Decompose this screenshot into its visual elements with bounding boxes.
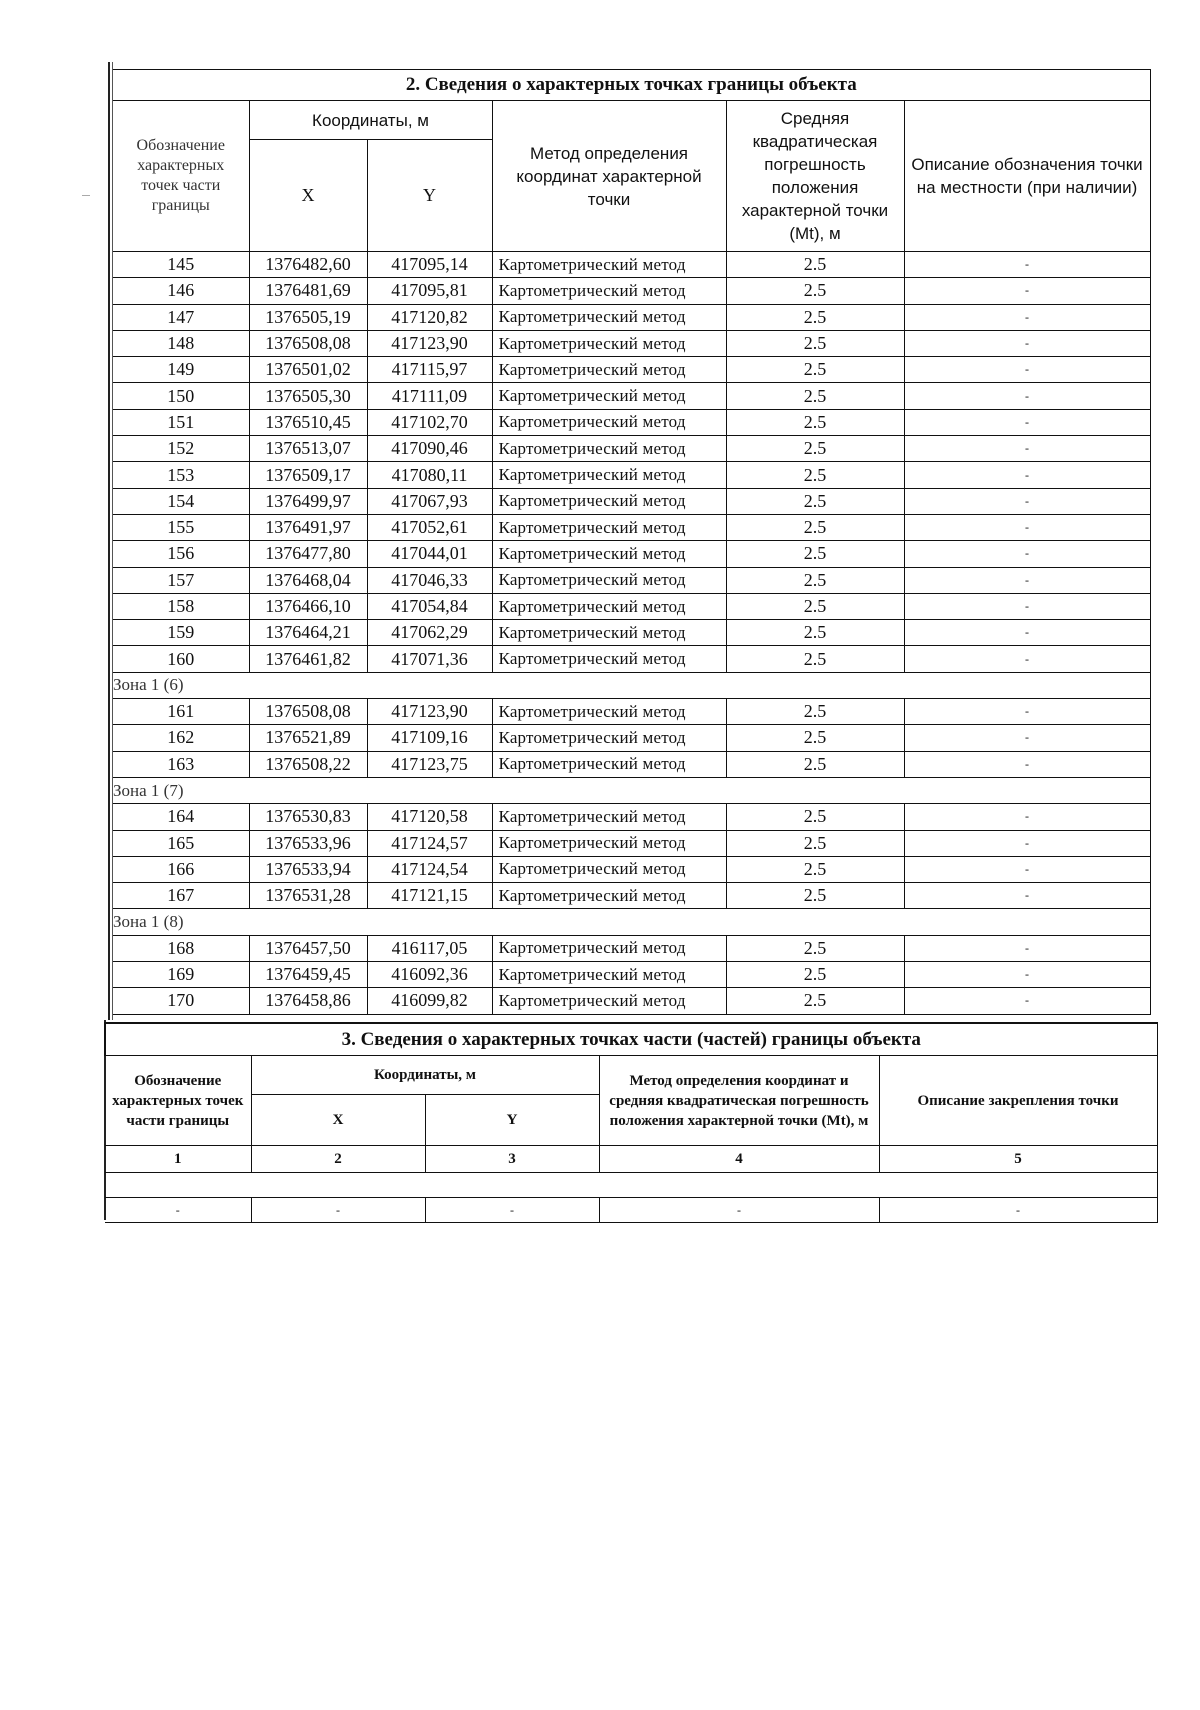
- coord-x: 1376481,69: [249, 278, 367, 304]
- section2-table: [113, 69, 1151, 1015]
- coord-y: 417090,46: [367, 436, 492, 462]
- s3-column-numbers: [105, 1146, 1157, 1173]
- description-cell: -: [904, 883, 1150, 909]
- method-cell: Картометрический метод: [492, 725, 726, 751]
- header-error: Средняя квадратическая погрешность положения характерной точки (Mt), м: [726, 101, 904, 252]
- error-cell: 2.5: [726, 646, 904, 672]
- section3-title: 3. Сведения о характерных точках части (частей) границы объекта: [105, 1023, 1157, 1056]
- point-number: 146: [113, 278, 249, 304]
- method-cell: Картометрический метод: [492, 988, 726, 1014]
- description-cell: -: [904, 383, 1150, 409]
- point-number: 165: [113, 830, 249, 856]
- coord-y: 417046,33: [367, 567, 492, 593]
- description-cell: -: [904, 620, 1150, 646]
- header-coords: Координаты, м: [249, 101, 492, 140]
- table-row: [113, 436, 1150, 462]
- zone-label: Зона 1 (8): [113, 909, 1150, 935]
- s3-dash: -: [879, 1198, 1157, 1223]
- coord-x: 1376531,28: [249, 883, 367, 909]
- table-row: [113, 883, 1150, 909]
- zone-row: [113, 909, 1150, 935]
- table-row: [113, 725, 1150, 751]
- coord-y: 417123,90: [367, 330, 492, 356]
- coord-y: 417095,81: [367, 278, 492, 304]
- coord-x: 1376491,97: [249, 514, 367, 540]
- method-cell: Картометрический метод: [492, 278, 726, 304]
- table-row: [113, 514, 1150, 540]
- table-row: [113, 567, 1150, 593]
- s3-dash-row: [105, 1198, 1157, 1223]
- s3-colnum: 1: [105, 1146, 251, 1173]
- description-cell: -: [904, 699, 1150, 725]
- scan-mark: [82, 195, 90, 196]
- coord-y: 417080,11: [367, 462, 492, 488]
- point-number: 153: [113, 462, 249, 488]
- coord-y: 417115,97: [367, 357, 492, 383]
- description-cell: -: [904, 252, 1150, 278]
- header-description: Описание обозначения точки на местности (при наличии): [904, 101, 1150, 252]
- coord-y: 417121,15: [367, 883, 492, 909]
- zone-label: Зона 1 (6): [113, 672, 1150, 698]
- point-number: 145: [113, 252, 249, 278]
- section2-rows: [113, 252, 1150, 1015]
- s3-dash: -: [425, 1198, 599, 1223]
- error-cell: 2.5: [726, 304, 904, 330]
- coord-y: 417120,58: [367, 804, 492, 830]
- table-row: [113, 383, 1150, 409]
- point-number: 160: [113, 646, 249, 672]
- coord-x: 1376505,19: [249, 304, 367, 330]
- s3-empty-cell: [105, 1173, 1157, 1198]
- error-cell: 2.5: [726, 330, 904, 356]
- coord-y: 417054,84: [367, 593, 492, 619]
- method-cell: Картометрический метод: [492, 436, 726, 462]
- coord-y: 417071,36: [367, 646, 492, 672]
- point-number: 163: [113, 751, 249, 777]
- s3-colnum: 4: [599, 1146, 879, 1173]
- coord-x: 1376468,04: [249, 567, 367, 593]
- point-number: 158: [113, 593, 249, 619]
- point-number: 162: [113, 725, 249, 751]
- header-y: Y: [367, 140, 492, 252]
- coord-y: 417123,75: [367, 751, 492, 777]
- error-cell: 2.5: [726, 620, 904, 646]
- coord-x: 1376513,07: [249, 436, 367, 462]
- description-cell: -: [904, 330, 1150, 356]
- error-cell: 2.5: [726, 278, 904, 304]
- coord-y: 417111,09: [367, 383, 492, 409]
- description-cell: -: [904, 751, 1150, 777]
- table-row: [113, 988, 1150, 1014]
- coord-x: 1376499,97: [249, 488, 367, 514]
- error-cell: 2.5: [726, 357, 904, 383]
- s3-dash: -: [251, 1198, 425, 1223]
- description-cell: -: [904, 830, 1150, 856]
- error-cell: 2.5: [726, 988, 904, 1014]
- error-cell: 2.5: [726, 804, 904, 830]
- method-cell: Картометрический метод: [492, 830, 726, 856]
- coord-x: 1376482,60: [249, 252, 367, 278]
- description-cell: -: [904, 725, 1150, 751]
- error-cell: 2.5: [726, 725, 904, 751]
- method-cell: Картометрический метод: [492, 567, 726, 593]
- s3-header-x: X: [251, 1095, 425, 1146]
- point-number: 147: [113, 304, 249, 330]
- point-number: 152: [113, 436, 249, 462]
- description-cell: -: [904, 409, 1150, 435]
- description-cell: -: [904, 304, 1150, 330]
- point-number: 167: [113, 883, 249, 909]
- table-row: [113, 804, 1150, 830]
- point-number: 166: [113, 856, 249, 882]
- coord-y: 417102,70: [367, 409, 492, 435]
- header-point: Обозначение характерных точек части границы: [113, 101, 249, 252]
- coord-x: 1376501,02: [249, 357, 367, 383]
- description-cell: -: [904, 541, 1150, 567]
- error-cell: 2.5: [726, 514, 904, 540]
- table-row: [113, 699, 1150, 725]
- description-cell: -: [904, 804, 1150, 830]
- error-cell: 2.5: [726, 409, 904, 435]
- section2-title: [113, 70, 1150, 101]
- coord-y: 417052,61: [367, 514, 492, 540]
- description-cell: -: [904, 488, 1150, 514]
- section3-table: [104, 1022, 1158, 1223]
- coord-y: 417095,14: [367, 252, 492, 278]
- point-number: 170: [113, 988, 249, 1014]
- coord-y: 417120,82: [367, 304, 492, 330]
- coord-y: 416117,05: [367, 935, 492, 961]
- coord-y: 417109,16: [367, 725, 492, 751]
- coord-x: 1376509,17: [249, 462, 367, 488]
- point-number: 148: [113, 330, 249, 356]
- description-cell: -: [904, 935, 1150, 961]
- error-cell: 2.5: [726, 252, 904, 278]
- coord-y: 417062,29: [367, 620, 492, 646]
- description-cell: -: [904, 646, 1150, 672]
- method-cell: Картометрический метод: [492, 252, 726, 278]
- coord-x: 1376477,80: [249, 541, 367, 567]
- method-cell: Картометрический метод: [492, 646, 726, 672]
- coord-x: 1376505,30: [249, 383, 367, 409]
- error-cell: 2.5: [726, 488, 904, 514]
- coord-y: 417123,90: [367, 699, 492, 725]
- method-cell: Картометрический метод: [492, 962, 726, 988]
- method-cell: Картометрический метод: [492, 514, 726, 540]
- point-number: 157: [113, 567, 249, 593]
- error-cell: 2.5: [726, 436, 904, 462]
- table-row: [113, 856, 1150, 882]
- table-row: [113, 593, 1150, 619]
- description-cell: -: [904, 357, 1150, 383]
- coord-y: 417124,57: [367, 830, 492, 856]
- error-cell: 2.5: [726, 462, 904, 488]
- table-row: [113, 330, 1150, 356]
- zone-row: [113, 672, 1150, 698]
- point-number: 168: [113, 935, 249, 961]
- coord-y: 417044,01: [367, 541, 492, 567]
- table-row: [113, 252, 1150, 278]
- table-row: [113, 830, 1150, 856]
- error-cell: 2.5: [726, 699, 904, 725]
- method-cell: Картометрический метод: [492, 620, 726, 646]
- section2-title-text: 2. Сведения о характерных точках границы объекта: [405, 74, 857, 95]
- description-cell: -: [904, 278, 1150, 304]
- method-cell: Картометрический метод: [492, 409, 726, 435]
- method-cell: Картометрический метод: [492, 935, 726, 961]
- coord-x: 1376457,50: [249, 935, 367, 961]
- error-cell: 2.5: [726, 751, 904, 777]
- coord-y: 417067,93: [367, 488, 492, 514]
- zone-label: Зона 1 (7): [113, 777, 1150, 803]
- error-cell: 2.5: [726, 962, 904, 988]
- description-cell: -: [904, 567, 1150, 593]
- table-row: [113, 935, 1150, 961]
- method-cell: Картометрический метод: [492, 383, 726, 409]
- error-cell: 2.5: [726, 593, 904, 619]
- coord-x: 1376459,45: [249, 962, 367, 988]
- description-cell: -: [904, 593, 1150, 619]
- description-cell: -: [904, 462, 1150, 488]
- s3-header-y: Y: [425, 1095, 599, 1146]
- error-cell: 2.5: [726, 856, 904, 882]
- coord-x: 1376521,89: [249, 725, 367, 751]
- method-cell: Картометрический метод: [492, 462, 726, 488]
- s3-header-description: Описание закрепления точки: [879, 1056, 1157, 1146]
- table-row: [113, 409, 1150, 435]
- table-row: [113, 357, 1150, 383]
- coord-x: 1376510,45: [249, 409, 367, 435]
- coord-y: 416099,82: [367, 988, 492, 1014]
- zone-row: [113, 777, 1150, 803]
- error-cell: 2.5: [726, 883, 904, 909]
- table-row: [113, 751, 1150, 777]
- coord-x: 1376464,21: [249, 620, 367, 646]
- method-cell: Картометрический метод: [492, 883, 726, 909]
- header-x: X: [249, 140, 367, 252]
- coord-y: 417124,54: [367, 856, 492, 882]
- coord-y: 416092,36: [367, 962, 492, 988]
- coord-x: 1376508,22: [249, 751, 367, 777]
- header-method: Метод определения координат характерной точки: [492, 101, 726, 252]
- table-row: [113, 646, 1150, 672]
- s3-header-coords: Координаты, м: [251, 1056, 599, 1095]
- coord-x: 1376461,82: [249, 646, 367, 672]
- point-number: 159: [113, 620, 249, 646]
- point-number: 150: [113, 383, 249, 409]
- method-cell: Картометрический метод: [492, 751, 726, 777]
- table-row: [113, 541, 1150, 567]
- method-cell: Картометрический метод: [492, 856, 726, 882]
- table-row: [113, 962, 1150, 988]
- table-row: [113, 620, 1150, 646]
- s3-empty-row: [105, 1173, 1157, 1198]
- error-cell: 2.5: [726, 935, 904, 961]
- coord-x: 1376530,83: [249, 804, 367, 830]
- s3-colnum: 2: [251, 1146, 425, 1173]
- coord-x: 1376508,08: [249, 330, 367, 356]
- coord-x: 1376508,08: [249, 699, 367, 725]
- error-cell: 2.5: [726, 383, 904, 409]
- s3-colnum: 5: [879, 1146, 1157, 1173]
- method-cell: Картометрический метод: [492, 488, 726, 514]
- point-number: 155: [113, 514, 249, 540]
- coord-x: 1376458,86: [249, 988, 367, 1014]
- point-number: 151: [113, 409, 249, 435]
- description-cell: -: [904, 988, 1150, 1014]
- table-row: [113, 304, 1150, 330]
- error-cell: 2.5: [726, 541, 904, 567]
- page-left-border: [108, 62, 110, 1020]
- method-cell: Картометрический метод: [492, 357, 726, 383]
- coord-x: 1376533,96: [249, 830, 367, 856]
- point-number: 154: [113, 488, 249, 514]
- method-cell: Картометрический метод: [492, 699, 726, 725]
- description-cell: -: [904, 962, 1150, 988]
- s3-header-method: Метод определения координат и средняя квадратическая погрешность положения характерной точки (Mt), м: [599, 1056, 879, 1146]
- method-cell: Картометрический метод: [492, 593, 726, 619]
- description-cell: -: [904, 856, 1150, 882]
- coord-x: 1376466,10: [249, 593, 367, 619]
- point-number: 169: [113, 962, 249, 988]
- point-number: 161: [113, 699, 249, 725]
- table-row: [113, 488, 1150, 514]
- s3-colnum: 3: [425, 1146, 599, 1173]
- method-cell: Картометрический метод: [492, 541, 726, 567]
- point-number: 164: [113, 804, 249, 830]
- error-cell: 2.5: [726, 830, 904, 856]
- table-row: [113, 278, 1150, 304]
- method-cell: Картометрический метод: [492, 330, 726, 356]
- point-number: 156: [113, 541, 249, 567]
- method-cell: Картометрический метод: [492, 304, 726, 330]
- point-number: 149: [113, 357, 249, 383]
- table-row: [113, 462, 1150, 488]
- coord-x: 1376533,94: [249, 856, 367, 882]
- s3-dash: -: [599, 1198, 879, 1223]
- description-cell: -: [904, 436, 1150, 462]
- s3-dash: -: [105, 1198, 251, 1223]
- error-cell: 2.5: [726, 567, 904, 593]
- method-cell: Картометрический метод: [492, 804, 726, 830]
- description-cell: -: [904, 514, 1150, 540]
- s3-header-point: Обозначение характерных точек части границы: [105, 1056, 251, 1146]
